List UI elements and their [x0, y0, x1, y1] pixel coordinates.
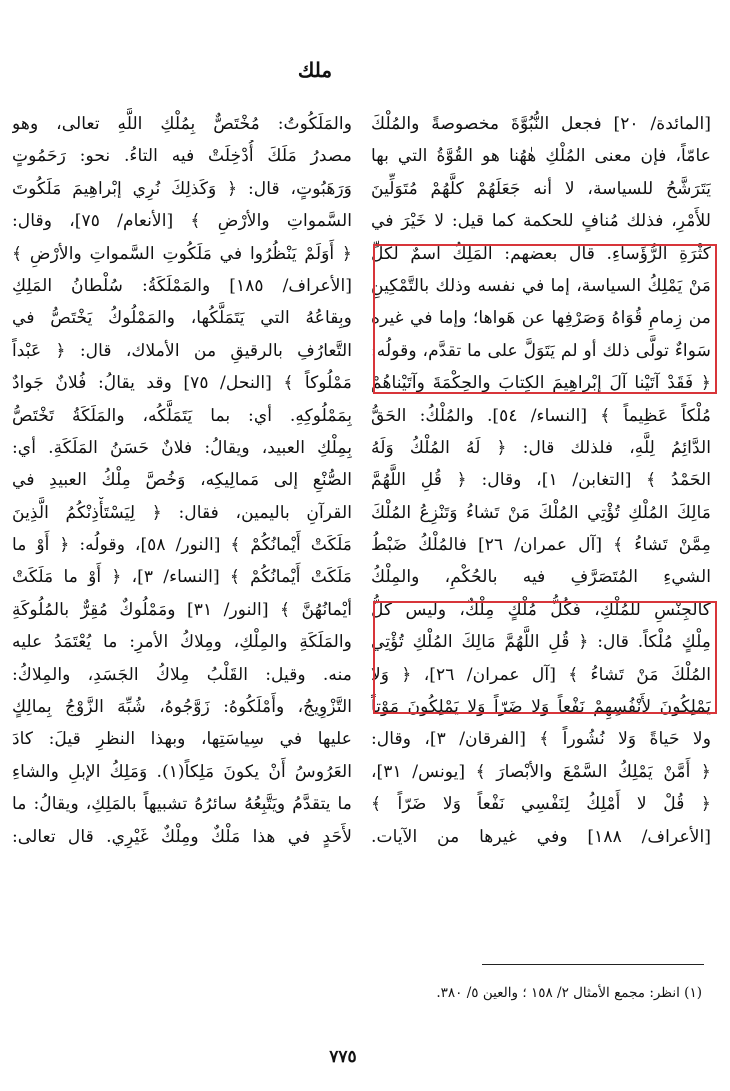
text-line: يَتَرَشَّحُ للسياسة، لا أنه جَعَلَهُمْ كلَّهُمْ مُتَوَلِّينَ	[371, 178, 711, 199]
text-line: ﴿ فَقَدْ آتَيْنا آلَ إبْراهِيمَ الكِتابَ والحِكْمَةَ وآتَيْناهُمْ	[371, 373, 711, 394]
text-line: القرآنِ باليمين، فقال: ﴿ لِيَسْتَأْذِنْكُمُ الَّذِينَ	[12, 502, 352, 523]
text-line: وبِقاعُهُ التي يَتَمَلَّكُها، والمَمْلُوكُ يَخْتَصُّ في	[12, 308, 352, 329]
text-line: مَالِكَ المُلْكِ تُؤْتِي المُلْكَ مَنْ تَشاءُ وَتَنْزِعُ المُلْكَ	[371, 502, 711, 523]
text-line: [الأعراف/ ١٨٨] وفي غيرها من الآيات.	[371, 826, 711, 847]
text-line: العَرُوسُ أَنْ يكونَ مَلِكاً(١). وَمَلِكُ الإبلِ والشاءِ	[12, 761, 352, 782]
text-line: من زِمامِ قُوَاهُ وَصَرْفِها عن هَواها؛ وإما في غيره	[371, 308, 711, 329]
text-line: ما يتقدَّمُ ويَتَّبِعُهُ سائرُهُ تشبيهاً بالمَلِكِ، ويقالُ: ما	[12, 794, 352, 815]
text-line: لأَحَدٍ في هذا مَلْكٌ ومِلْكٌ غَيْرِي. قال تعالى:	[12, 826, 352, 847]
text-line: ﴿ قُلْ لا أَمْلِكُ لِنَفْسِي نَفْعاً وَلا ضَرّاً ﴾	[371, 794, 711, 815]
text-line: وَرَهَبُوتٍ، قال: ﴿ وَكَذلِكَ نُرِي إبْراهِيمَ مَلَكُوتَ	[12, 178, 352, 199]
text-line: عامّاً، فإن معنى المُلْكِ هٰهُنا هو القُوَّةُ التي بها	[371, 146, 711, 167]
text-line: ﴿ أَمَّنْ يَمْلِكُ السَّمْعَ والأبْصارَ ﴾ [يونس/ ٣١]،	[371, 761, 711, 782]
text-line: مِمَّنْ تَشاءُ ﴾ [آل عمران/ ٢٦] فالمُلْكُ ضَبْطُ	[371, 535, 711, 556]
text-line: كَثْرَةِ الرُّؤَساءِ. قال بعضهم: المَلِكُ اسمٌ لكلِّ	[371, 243, 711, 264]
text-line: سَواءٌ تولَّى ذلك أو لم يَتَوَلَّ على ما تقدَّم، وقولُه:	[371, 340, 711, 361]
text-line: عليها في سِياسَتِها، وبهذا النظرِ قيلَ: كادَ	[12, 729, 352, 750]
text-line: مَلَكَتْ أَيْمانُكُمْ ﴾ [النساء/ ٣]، ﴿ أَوْ ما مَلَكَتْ	[12, 567, 352, 588]
text-line: مَمْلُوكاً ﴾ [النحل/ ٧٥] وقد يقالُ: فُلانٌ جَوادٌ	[12, 373, 352, 394]
text-line: يَمْلِكُونَ لأَنْفُسِهِمْ نَفْعاً وَلا ضَرّاً وَلا يَمْلِكُونَ مَوْتاً	[371, 697, 711, 718]
text-line: والمَلَكُوتُ: مُخْتَصٌّ بِمُلْكِ اللَّهِ تعالى، وهو	[12, 114, 352, 134]
text-line: ﴿ أَوَلَمْ يَنْظُرُوا في مَلَكُوتِ السَّمواتِ والأرْضِ ﴾	[12, 243, 352, 264]
text-line: الشيءِ المُتَصَرَّفِ فيه بالحُكْمِ، والمِلْكُ	[371, 567, 711, 588]
text-line: أيْمانُهُنَّ ﴾ [النور/ ٣١] ومَمْلُوكٌ مُقِرٌّ بالمُلُوكَةِ	[12, 599, 352, 620]
text-line: كالجِنْسِ للمُلْكِ، فَكُلُّ مُلْكٍ مِلْكٌ، وليس كلُّ	[371, 599, 711, 620]
text-line: ولا حَياةً وَلا نُشُوراً ﴾ [الفرقان/ ٣]، وقال:	[371, 729, 711, 750]
text-line: مِلْكٍ مُلْكاً. قال: ﴿ قُلِ اللَّهُمَّ مَالِكَ المُلْكِ تُؤْتِي	[371, 632, 711, 653]
text-line: للأَمْرِ، فذلك مُنافٍ للحكمة كما قيل: لا خَيْرَ في	[371, 211, 711, 232]
text-line: السَّمواتِ والأرْضِ ﴾ [الأنعام/ ٧٥]، وقال:	[12, 211, 352, 232]
text-line: الصُّنْعِ إلى مَمالِيكِه، وَخُصَّ مِلْكُ العبيدِ في	[12, 470, 352, 491]
text-line: [الأعراف/ ١٨٥] والمَمْلَكَةُ: سُلْطانُ المَلِكِ	[12, 275, 352, 296]
right-column	[371, 108, 711, 853]
text-line: التَّعارُفِ بالرقيقِ من الأملاك، قال: ﴿ عَبْداً	[12, 340, 352, 361]
text-line: والمَلَكَةِ والمِلْكِ، ومِلاكُ الأمرِ: ما يُعْتَمَدُ عليه	[12, 632, 352, 653]
page-number: ٧٧٥	[329, 1047, 357, 1067]
text-line: [المائدة/ ٢٠] فجعل النُّبُوَّةَ مخصوصةً والمُلْكَ	[371, 114, 711, 134]
page-header	[0, 58, 730, 82]
header-title: ملك	[297, 58, 333, 82]
text-line: المُلْكَ مَنْ تَشاءُ ﴾ [آل عمران/ ٢٦]، ﴿ وَلا	[371, 664, 711, 685]
footnote: (١) انظر: مجمع الأمثال ٢/ ١٥٨ ؛ والعين ٥/ ٣٨٠.	[436, 985, 702, 1001]
text-line: التَّزْوِيجُ، وأَمْلَكُوهُ: زَوَّجُوهُ، شُبِّهَ الزَّوْجُ بِمالِكٍ	[12, 697, 352, 718]
text-line: بِمِلْكِ العبيد، ويقالُ: فلانٌ حَسَنُ المَلَكَةِ. أي:	[12, 437, 352, 458]
text-line: بِمَمْلُوكِهِ. أي: بما يَتَمَلَّكُه، والمَلَكَةُ تَخْتَصُّ	[12, 405, 352, 426]
text-line: منه. وقيل: القَلْبُ مِلاكُ الجَسَدِ، والمِلاكُ:	[12, 664, 352, 685]
text-line: مُلْكاً عَظِيماً ﴾ [النساء/ ٥٤]. والمُلْكُ: الحَقُّ	[371, 405, 711, 426]
text-line: مَلَكَتْ أَيْمانُكُمْ ﴾ [النور/ ٥٨]، وقولُه: ﴿ أَوْ ما	[12, 535, 352, 556]
text-line: مَنْ يَمْلِكُ السياسة، إما في نفسه وذلك بالتَّمْكِينِ	[371, 275, 711, 296]
text-line: الدَّائِمُ لِلَّهِ، فلذلك قال: ﴿ لَهُ المُلْكُ وَلَهُ	[371, 437, 711, 458]
page-number-wrap	[0, 1047, 730, 1067]
footnote-divider	[482, 964, 704, 965]
left-column	[12, 108, 352, 853]
text-line: الحَمْدُ ﴾ [التغابن/ ١]، وقال: ﴿ قُلِ اللَّهُمَّ	[371, 470, 711, 491]
text-line: مصدرُ مَلَكَ أُدْخِلَتْ فيه التاءُ. نحو: رَحَمُوتٍ	[12, 146, 352, 167]
